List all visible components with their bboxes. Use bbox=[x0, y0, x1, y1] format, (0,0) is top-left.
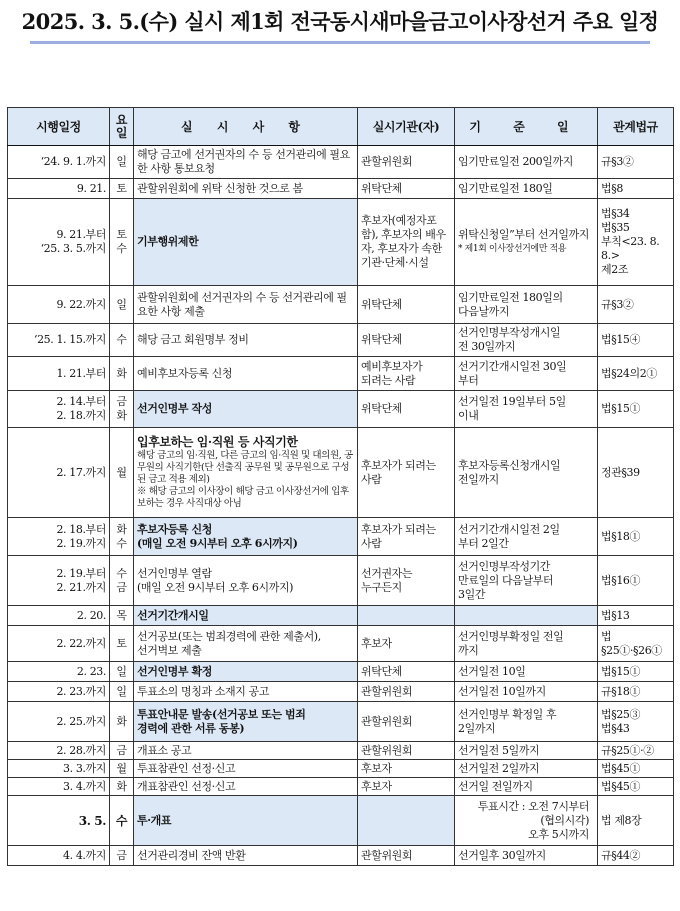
cell-standard: 선거일전 10일 bbox=[455, 662, 598, 682]
table-row bbox=[8, 626, 674, 662]
cell-date: 2. 17.까지 bbox=[8, 428, 110, 518]
cell-day: 수 bbox=[110, 324, 134, 357]
cell-day: 토 bbox=[110, 179, 134, 199]
cell-day: 금 bbox=[110, 742, 134, 760]
cell-standard: 투표시간 : 오전 7시부터 (협의시각) 오후 5시까지 bbox=[455, 796, 598, 846]
page-title: 2025. 3. 5.(수) 실시 제1회 전국동시새마을금고이사장선거 주요 일정 bbox=[21, 9, 659, 34]
cell-day: 수 금 bbox=[110, 556, 134, 606]
cell-item: 투표참관인 선정·신고 bbox=[134, 760, 358, 778]
title-underline bbox=[30, 41, 650, 44]
cell-date: 2. 23. bbox=[8, 662, 110, 682]
cell-agency: 후보자가 되려는 사람 bbox=[358, 428, 455, 518]
cell-item: 개표참관인 선정·신고 bbox=[134, 778, 358, 796]
cell-law: 법§34 법§35 부칙<23. 8. 8.> 제2조 bbox=[598, 199, 674, 286]
cell-law: 법§13 bbox=[598, 606, 674, 626]
cell-law: 법§18① bbox=[598, 518, 674, 556]
cell-day: 목 bbox=[110, 606, 134, 626]
cell-date: 4. 4.까지 bbox=[8, 846, 110, 866]
cell-agency bbox=[358, 796, 455, 846]
cell-standard: 후보자등록신청개시일 전일까지 bbox=[455, 428, 598, 518]
cell-date: 9. 21. bbox=[8, 179, 110, 199]
cell-law: 규§18① bbox=[598, 682, 674, 702]
cell-date: 2. 20. bbox=[8, 606, 110, 626]
cell-date: 2. 19.부터 2. 21.까지 bbox=[8, 556, 110, 606]
cell-law: 정관§39 bbox=[598, 428, 674, 518]
cell-standard: 선거인명부 확정일 후 2일까지 bbox=[455, 702, 598, 742]
cell-agency: 관할위원회 bbox=[358, 682, 455, 702]
table-row bbox=[8, 324, 674, 357]
table-row bbox=[8, 760, 674, 778]
cell-item: 관할위원회에 위탁 신청한 것으로 봄 bbox=[134, 179, 358, 199]
cell-item: 기부행위제한 bbox=[134, 199, 358, 286]
cell-law: 법§25③ 법§43 bbox=[598, 702, 674, 742]
table-header-row bbox=[8, 108, 674, 146]
cell-item: 투표소의 명칭과 소재지 공고 bbox=[134, 682, 358, 702]
cell-date: 2. 28.까지 bbox=[8, 742, 110, 760]
cell-standard bbox=[455, 199, 598, 286]
item-note: ※ 해당 금고의 이사장이 해당 금고 이사장선거에 입후보하는 경우 사직대상 아님 bbox=[137, 486, 349, 509]
cell-agency: 위탁단체 bbox=[358, 179, 455, 199]
table-row bbox=[8, 146, 674, 179]
cell-day: 화 수 bbox=[110, 518, 134, 556]
cell-law: 법§45① bbox=[598, 778, 674, 796]
table-row bbox=[8, 702, 674, 742]
header-date: 시행일정 bbox=[8, 108, 110, 146]
cell-law: 규§3② bbox=[598, 286, 674, 324]
cell-item: 선거관리경비 잔액 반환 bbox=[134, 846, 358, 866]
table-row bbox=[8, 846, 674, 866]
cell-standard: 임기만료일전 180일의 다음날까지 bbox=[455, 286, 598, 324]
cell-day: 토 수 bbox=[110, 199, 134, 286]
cell-date: 9. 21.부터 ‘25. 3. 5.까지 bbox=[8, 199, 110, 286]
cell-agency: 관할위원회 bbox=[358, 702, 455, 742]
cell-standard: 선거일전 5일까지 bbox=[455, 742, 598, 760]
cell-day: 금 bbox=[110, 846, 134, 866]
cell-standard: 선거기간개시일전 2일 부터 2일간 bbox=[455, 518, 598, 556]
cell-agency: 위탁단체 bbox=[358, 324, 455, 357]
cell-day: 토 bbox=[110, 626, 134, 662]
cell-agency: 위탁단체 bbox=[358, 662, 455, 682]
cell-law: 법§16① bbox=[598, 556, 674, 606]
cell-day: 일 bbox=[110, 146, 134, 179]
cell-date: ‘25. 1. 15.까지 bbox=[8, 324, 110, 357]
header-standard: 기 준 일 bbox=[455, 108, 598, 146]
cell-standard: 선거기간개시일전 30일 부터 bbox=[455, 357, 598, 391]
cell-item: 관할위원회에 선거권자의 수 등 선거관리에 필요한 사항 제출 bbox=[134, 286, 358, 324]
cell-item: 투표안내문 발송(선거공보 또는 범죄 경력에 관한 서류 동봉) bbox=[134, 702, 358, 742]
cell-law: 법 제8장 bbox=[598, 796, 674, 846]
cell-agency: 후보자 bbox=[358, 778, 455, 796]
cell-item: 선거인명부 확정 bbox=[134, 662, 358, 682]
cell-item: 후보자등록 신청 (매일 오전 9시부터 오후 6시까지) bbox=[134, 518, 358, 556]
table-row bbox=[8, 179, 674, 199]
cell-law: 규§44② bbox=[598, 846, 674, 866]
cell-standard: 선거인명부작성기간 만료일의 다음날부터 3일간 bbox=[455, 556, 598, 606]
cell-agency: 선거권자는 누구든지 bbox=[358, 556, 455, 606]
cell-standard: 선거인명부작성개시일 전 30일까지 bbox=[455, 324, 598, 357]
cell-day: 수 bbox=[110, 796, 134, 846]
cell-day: 일 bbox=[110, 662, 134, 682]
cell-agency: 후보자가 되려는 사람 bbox=[358, 518, 455, 556]
cell-item: 예비후보자등록 신청 bbox=[134, 357, 358, 391]
cell-item: 개표소 공고 bbox=[134, 742, 358, 760]
cell-law: 법§45① bbox=[598, 760, 674, 778]
table-row bbox=[8, 778, 674, 796]
header-agency: 실시기관(자) bbox=[358, 108, 455, 146]
cell-day: 화 bbox=[110, 778, 134, 796]
cell-agency: 예비후보자가 되려는 사람 bbox=[358, 357, 455, 391]
cell-law: 법§15① bbox=[598, 391, 674, 428]
table-row bbox=[8, 518, 674, 556]
cell-law: 법§15④ bbox=[598, 324, 674, 357]
table-row bbox=[8, 199, 674, 286]
cell-day: 월 bbox=[110, 760, 134, 778]
table-row bbox=[8, 428, 674, 518]
cell-item: 투·개표 bbox=[134, 796, 358, 846]
cell-agency: 후보자(예정자포함), 후보자의 배우자, 후보자가 속한 기관·단체·시설 bbox=[358, 199, 455, 286]
table-row bbox=[8, 606, 674, 626]
cell-date: 3. 3.까지 bbox=[8, 760, 110, 778]
cell-standard: 임기만료일전 180일 bbox=[455, 179, 598, 199]
header-law: 관계법규 bbox=[598, 108, 674, 146]
standard-note: * 제1회 이사장선거에만 적용 bbox=[458, 244, 567, 254]
header-item: 실 시 사 항 bbox=[134, 108, 358, 146]
cell-law: 법§25①·§26① bbox=[598, 626, 674, 662]
cell-date: 3. 4.까지 bbox=[8, 778, 110, 796]
cell-item: 해당 금고에 선거권자의 수 등 선거관리에 필요한 사항 통보요청 bbox=[134, 146, 358, 179]
cell-standard: 선거인명부확정일 전일 까지 bbox=[455, 626, 598, 662]
cell-agency: 후보자 bbox=[358, 760, 455, 778]
cell-day: 화 bbox=[110, 357, 134, 391]
cell-date: 9. 22.까지 bbox=[8, 286, 110, 324]
cell-agency: 위탁단체 bbox=[358, 286, 455, 324]
cell-agency bbox=[358, 606, 455, 626]
table-row bbox=[8, 357, 674, 391]
cell-date: 2. 18.부터 2. 19.까지 bbox=[8, 518, 110, 556]
cell-day: 금 화 bbox=[110, 391, 134, 428]
cell-day: 일 bbox=[110, 286, 134, 324]
cell-standard bbox=[455, 606, 598, 626]
item-detail: 해당 금고의 임·직원, 다른 금고의 임·직원 및 대의원, 공무원의 사직기한(단 선출직 공무원 및 공무원으로 구성된 금고 적용 제외) bbox=[137, 450, 353, 485]
cell-agency: 관할위원회 bbox=[358, 742, 455, 760]
cell-item: 선거인명부 작성 bbox=[134, 391, 358, 428]
cell-law: 규§3② bbox=[598, 146, 674, 179]
table-row bbox=[8, 286, 674, 324]
cell-date: 1. 21.부터 bbox=[8, 357, 110, 391]
cell-standard: 선거일전 2일까지 bbox=[455, 760, 598, 778]
cell-standard: 선거일후 30일까지 bbox=[455, 846, 598, 866]
schedule-table bbox=[7, 107, 674, 866]
cell-date: 2. 23.까지 bbox=[8, 682, 110, 702]
table-row bbox=[8, 556, 674, 606]
cell-law: 규§25①·② bbox=[598, 742, 674, 760]
cell-agency: 관할위원회 bbox=[358, 846, 455, 866]
cell-item: 선거기간개시일 bbox=[134, 606, 358, 626]
cell-item: 선거공보(또는 범죄경력에 관한 제출서), 선거벽보 제출 bbox=[134, 626, 358, 662]
cell-item: 해당 금고 회원명부 정비 bbox=[134, 324, 358, 357]
cell-date: ‘24. 9. 1.까지 bbox=[8, 146, 110, 179]
cell-agency: 관할위원회 bbox=[358, 146, 455, 179]
cell-date: 2. 25.까지 bbox=[8, 702, 110, 742]
cell-day: 일 bbox=[110, 682, 134, 702]
cell-standard: 선거일전 10일까지 bbox=[455, 682, 598, 702]
header-day: 요 일 bbox=[110, 108, 134, 146]
table-row bbox=[8, 391, 674, 428]
cell-day: 월 bbox=[110, 428, 134, 518]
table-row bbox=[8, 682, 674, 702]
cell-item: 선거인명부 열람 (매일 오전 9시부터 오후 6시까지) bbox=[134, 556, 358, 606]
cell-date: 2. 14.부터 2. 18.까지 bbox=[8, 391, 110, 428]
table-row bbox=[8, 662, 674, 682]
cell-law: 법§8 bbox=[598, 179, 674, 199]
cell-law: 법§24의2① bbox=[598, 357, 674, 391]
cell-day: 화 bbox=[110, 702, 134, 742]
cell-standard: 임기만료일전 200일까지 bbox=[455, 146, 598, 179]
table-row bbox=[8, 796, 674, 846]
cell-date: 3. 5. bbox=[8, 796, 110, 846]
table-row bbox=[8, 742, 674, 760]
cell-agency: 위탁단체 bbox=[358, 391, 455, 428]
cell-standard: 선거일전 19일부터 5일 이내 bbox=[455, 391, 598, 428]
cell-law: 법§15① bbox=[598, 662, 674, 682]
standard-text: 위탁신청일”부터 선거일까지 bbox=[458, 228, 590, 241]
cell-agency: 후보자 bbox=[358, 626, 455, 662]
cell-item bbox=[134, 428, 358, 518]
item-title: 입후보하는 임·직원 등 사직기한 bbox=[137, 435, 298, 449]
cell-standard: 선거일 전일까지 bbox=[455, 778, 598, 796]
cell-date: 2. 22.까지 bbox=[8, 626, 110, 662]
